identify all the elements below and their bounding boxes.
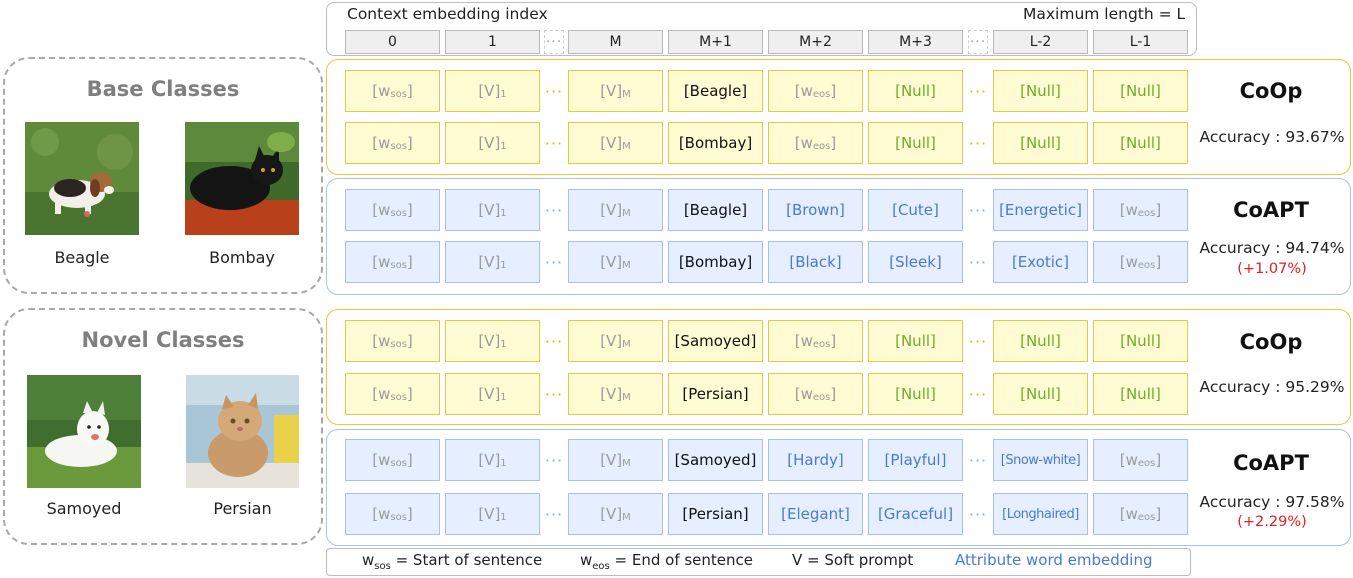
attribute-token: [Snow-white] [993,439,1088,481]
sos-token: [w $_{sos}$ ] [345,493,440,535]
eos-token: [w $_{eos}$ ] [1093,241,1188,283]
attribute-token: [Elegant] [768,493,863,535]
null-token: [Null] [993,122,1088,164]
base-classes-title: Base Classes [86,77,240,101]
sos-token: [w $_{sos}$ ] [345,241,440,283]
index-ellipsis: ··· [968,30,988,54]
null-token: [Null] [1093,320,1188,362]
vm-token: [V] $_M$ [568,373,663,415]
legend [326,548,1191,576]
method-name: CoOp [1239,79,1303,103]
ellipsis: ··· [544,331,564,351]
eos-token: [w $_{eos}$ ] [768,70,863,112]
index-cell: M+2 [768,30,863,54]
accuracy-delta: (+1.07%) [1237,261,1307,277]
null-token: [Null] [868,70,963,112]
attribute-token: [Hardy] [768,439,863,481]
sos-token: [w $_{sos}$ ] [345,373,440,415]
null-token: [Null] [868,122,963,164]
legend-attribute: Attribute word embedding [955,551,1153,569]
ellipsis: ··· [544,133,564,153]
attribute-token: [Cute] [868,189,963,231]
accuracy-value: Accuracy : 95.29% [1199,378,1345,396]
legend-eos: $w_{eos}$ = End of sentence [580,551,754,572]
attribute-token: [Energetic] [993,189,1088,231]
ellipsis: ··· [968,200,988,220]
vm-token: [V] $_M$ [568,439,663,481]
null-token: [Null] [993,320,1088,362]
ellipsis: ··· [544,504,564,524]
v1-token: [V] $_1$ [445,70,540,112]
ellipsis: ··· [968,81,988,101]
accuracy-value: Accuracy : 97.58% [1199,493,1345,511]
accuracy-value: Accuracy : 94.74% [1199,239,1345,257]
eos-token: [w $_{eos}$ ] [768,320,863,362]
attribute-token: [Black] [768,241,863,283]
null-token: [Null] [868,320,963,362]
v1-token: [V] $_1$ [445,320,540,362]
beagle-label: Beagle [54,248,110,267]
persian-label: Persian [213,499,272,518]
v1-token: [V] $_1$ [445,493,540,535]
class-token: [Samoyed] [668,320,763,362]
attribute-token: [Graceful] [868,493,963,535]
ellipsis: ··· [968,252,988,272]
method-name: CoAPT [1233,198,1309,222]
bombay-label: Bombay [209,248,275,267]
ellipsis: ··· [968,133,988,153]
v1-token: [V] $_1$ [445,189,540,231]
ellipsis: ··· [544,200,564,220]
sos-token: [w $_{sos}$ ] [345,439,440,481]
attribute-token: [Playful] [868,439,963,481]
attribute-token: [Longhaired] [993,493,1088,535]
novel-classes-title: Novel Classes [81,328,245,352]
null-token: [Null] [993,70,1088,112]
index-cell: M+3 [868,30,963,54]
ellipsis: ··· [544,81,564,101]
ellipsis: ··· [544,450,564,470]
legend-sos: $w_{sos}$ = Start of sentence [362,551,543,572]
vm-token: [V] $_M$ [568,320,663,362]
bombay-image [185,122,299,235]
index-cell: M [568,30,663,54]
vm-token: [V] $_M$ [568,241,663,283]
ellipsis: ··· [544,252,564,272]
ellipsis: ··· [968,384,988,404]
vm-token: [V] $_M$ [568,493,663,535]
persian-image [186,375,299,488]
class-token: [Persian] [668,373,763,415]
accuracy-delta: (+2.29%) [1237,514,1307,530]
attribute-token: [Brown] [768,189,863,231]
null-token: [Null] [1093,373,1188,415]
eos-token: [w $_{eos}$ ] [1093,493,1188,535]
class-token: [Persian] [668,493,763,535]
beagle-image [25,122,139,235]
null-token: [Null] [1093,122,1188,164]
v1-token: [V] $_1$ [445,122,540,164]
index-cell: 1 [445,30,540,54]
method-name: CoAPT [1233,451,1309,475]
class-token: [Beagle] [668,70,763,112]
index-cell: 0 [345,30,440,54]
index-ellipsis: ··· [544,30,564,54]
class-token: [Beagle] [668,189,763,231]
ellipsis: ··· [968,504,988,524]
attribute-token: [Exotic] [993,241,1088,283]
vm-token: [V] $_M$ [568,122,663,164]
attribute-token: [Sleek] [868,241,963,283]
index-cell: M+1 [668,30,763,54]
sos-token: [w $_{sos}$ ] [345,320,440,362]
null-token: [Null] [993,373,1088,415]
samoyed-image [27,375,141,488]
v1-token: [V] $_1$ [445,373,540,415]
header-max-length: Maximum length = L [1023,5,1186,23]
sos-token: [w $_{sos}$ ] [345,70,440,112]
v1-token: [V] $_1$ [445,439,540,481]
null-token: [Null] [868,373,963,415]
vm-token: [V] $_M$ [568,189,663,231]
eos-token: [w $_{eos}$ ] [1093,189,1188,231]
legend-soft-prompt: V = Soft prompt [792,551,914,569]
accuracy-value: Accuracy : 93.67% [1199,128,1345,146]
method-name: CoOp [1239,330,1303,354]
class-token: [Bombay] [668,241,763,283]
eos-token: [w $_{eos}$ ] [1093,439,1188,481]
sos-token: [w $_{sos}$ ] [345,189,440,231]
eos-token: [w $_{eos}$ ] [768,373,863,415]
index-cell: L-2 [993,30,1088,54]
sos-token: [w $_{sos}$ ] [345,122,440,164]
v1-token: [V] $_1$ [445,241,540,283]
class-token: [Samoyed] [668,439,763,481]
header-title: Context embedding index [347,5,548,23]
ellipsis: ··· [968,450,988,470]
vm-token: [V] $_M$ [568,70,663,112]
samoyed-label: Samoyed [46,499,122,518]
index-cell: L-1 [1093,30,1188,54]
ellipsis: ··· [544,384,564,404]
null-token: [Null] [1093,70,1188,112]
eos-token: [w $_{eos}$ ] [768,122,863,164]
ellipsis: ··· [968,331,988,351]
class-token: [Bombay] [668,122,763,164]
